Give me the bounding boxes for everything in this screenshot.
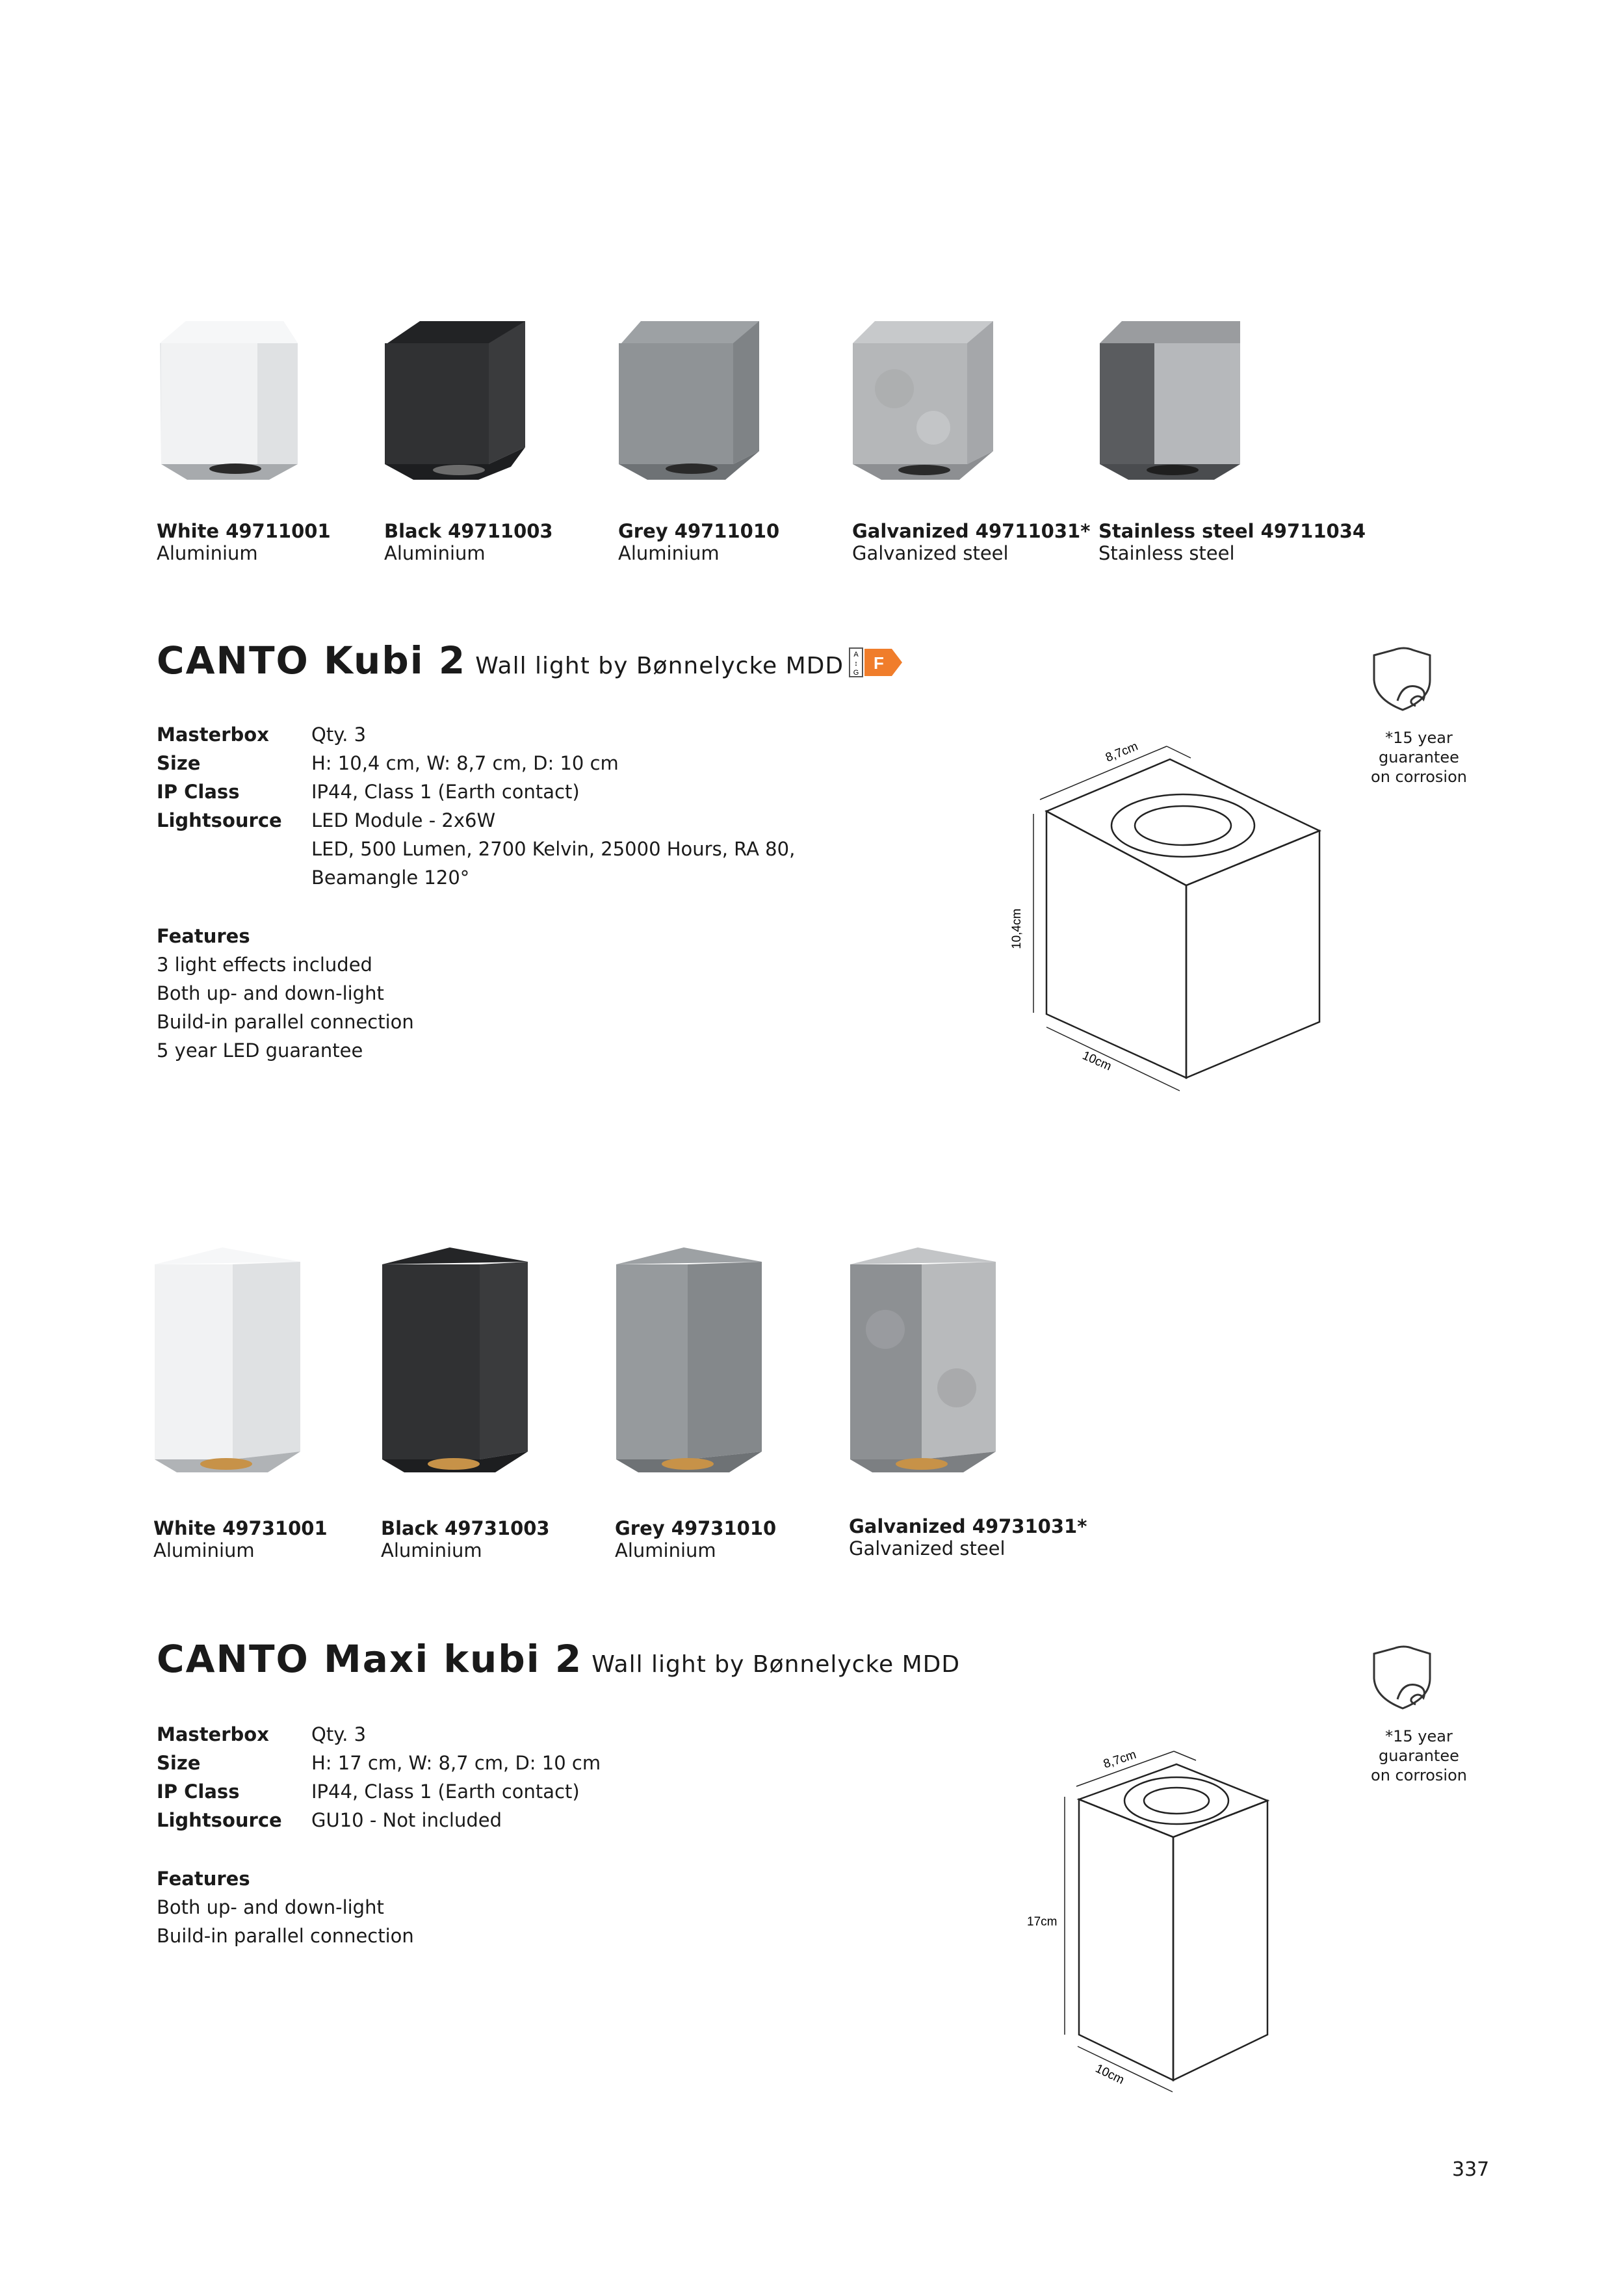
dimension-depth: 10cm	[1080, 1049, 1113, 1074]
variant-material: Stainless steel	[1098, 542, 1235, 564]
page-number: 337	[1452, 2158, 1490, 2181]
energy-scale-bottom: G	[853, 669, 859, 677]
variant-name: Galvanized 49731031*	[849, 1515, 1087, 1537]
feature-item: Build-in parallel connection	[157, 1011, 414, 1033]
features-list	[157, 1864, 414, 1950]
variant-name: Stainless steel 49711034	[1098, 520, 1366, 542]
energy-scale-mid: ↕	[854, 660, 858, 668]
variant-material: Galvanized steel	[849, 1537, 1006, 1559]
variant-material: Aluminium	[384, 542, 486, 564]
variant-black	[381, 1517, 550, 1561]
product-photo-galvanized-maxi	[846, 1245, 1002, 1479]
dimension-drawing	[1001, 735, 1352, 1099]
variant-material: Aluminium	[381, 1539, 482, 1561]
energy-scale-top: A	[853, 651, 859, 659]
variant-grey	[618, 520, 779, 564]
spec-label-size: Size	[157, 1752, 201, 1774]
variant-name: Black 49731003	[381, 1517, 550, 1539]
variant-material: Aluminium	[157, 542, 258, 564]
energy-label	[849, 647, 903, 680]
product-title	[157, 638, 844, 683]
spec-value-size: H: 17 cm, W: 8,7 cm, D: 10 cm	[311, 1752, 601, 1774]
spec-value-lightsource-line2: LED, 500 Lumen, 2700 Kelvin, 25000 Hours, RA 80,	[311, 838, 796, 860]
energy-class: F	[874, 653, 884, 673]
variant-galvanized	[849, 1515, 1087, 1559]
variant-white	[153, 1517, 328, 1561]
variant-material: Aluminium	[615, 1539, 716, 1561]
variant-name: Black 49711003	[384, 520, 553, 542]
feature-item: Both up- and down-light	[157, 982, 384, 1004]
spec-value-masterbox: Qty. 3	[311, 724, 367, 746]
variant-name: Grey 49711010	[618, 520, 780, 542]
features-heading: Features	[157, 925, 250, 947]
product-photo-white-maxi	[151, 1245, 307, 1479]
variant-grey	[615, 1517, 776, 1561]
shield-icon	[1364, 641, 1442, 712]
feature-item: Both up- and down-light	[157, 1896, 384, 1918]
guarantee-note	[1347, 728, 1490, 787]
dimension-width: 8,7cm	[1104, 739, 1140, 765]
variant-material: Aluminium	[153, 1539, 255, 1561]
variant-name: White 49711001	[157, 520, 331, 542]
product-title	[157, 1637, 960, 1681]
spec-label-masterbox: Masterbox	[157, 724, 269, 746]
feature-item: 5 year LED guarantee	[157, 1039, 363, 1062]
spec-value-ipclass: IP44, Class 1 (Earth contact)	[311, 781, 580, 803]
dimension-depth: 10cm	[1093, 2061, 1126, 2087]
spec-label-lightsource: Lightsource	[157, 809, 282, 831]
product-photo-grey-maxi	[612, 1245, 768, 1479]
shield-icon	[1364, 1639, 1442, 1711]
guarantee-line: on corrosion	[1371, 1766, 1467, 1784]
product-subtitle: Wall light by Bønnelycke MDD	[591, 1651, 961, 1678]
spec-value-lightsource-line3: Beamangle 120°	[311, 867, 470, 889]
spec-values	[311, 1720, 601, 1834]
dimension-height: 10,4cm	[1010, 908, 1024, 949]
features-list	[157, 922, 414, 1065]
dimension-drawing	[1014, 1729, 1300, 2100]
spec-value-lightsource: LED Module - 2x6W	[311, 809, 496, 831]
spec-labels	[157, 1720, 282, 1834]
features-heading: Features	[157, 1868, 250, 1890]
guarantee-line: *15 year guarantee	[1379, 729, 1459, 766]
spec-label-masterbox: Masterbox	[157, 1723, 269, 1745]
product-photo-black-maxi	[378, 1245, 534, 1479]
feature-item: 3 light effects included	[157, 954, 372, 976]
spec-label-size: Size	[157, 752, 201, 774]
dimension-width: 8,7cm	[1102, 1747, 1138, 1771]
spec-label-ipclass: IP Class	[157, 781, 240, 803]
dimension-height: 17cm	[1027, 1915, 1058, 1929]
guarantee-line: *15 year guarantee	[1379, 1727, 1459, 1765]
variant-material: Galvanized steel	[852, 542, 1009, 564]
spec-label-ipclass: IP Class	[157, 1781, 240, 1803]
guarantee-note	[1347, 1727, 1490, 1785]
feature-item: Build-in parallel connection	[157, 1925, 414, 1947]
product-photo-stainless	[1096, 317, 1252, 481]
variant-material: Aluminium	[618, 542, 720, 564]
variant-name: Grey 49731010	[615, 1517, 777, 1539]
spec-values	[311, 720, 795, 892]
product-title-text: CANTO Kubi 2	[157, 638, 467, 683]
variant-white	[157, 520, 331, 564]
variant-name: Galvanized 49711031*	[852, 520, 1091, 542]
spec-labels	[157, 720, 282, 835]
spec-value-lightsource: GU10 - Not included	[311, 1809, 502, 1831]
product-title-text: CANTO Maxi kubi 2	[157, 1637, 583, 1681]
spec-label-lightsource: Lightsource	[157, 1809, 282, 1831]
guarantee-line: on corrosion	[1371, 768, 1467, 786]
spec-value-size: H: 10,4 cm, W: 8,7 cm, D: 10 cm	[311, 752, 619, 774]
spec-value-ipclass: IP44, Class 1 (Earth contact)	[311, 1781, 580, 1803]
variant-stainless	[1098, 520, 1366, 564]
product-photo-white	[153, 317, 309, 481]
variant-name: White 49731001	[153, 1517, 328, 1539]
product-photo-grey	[615, 317, 771, 481]
product-subtitle: Wall light by Bønnelycke MDD	[475, 653, 844, 679]
variant-black	[384, 520, 553, 564]
product-photo-black	[381, 317, 537, 481]
variant-galvanized	[852, 520, 1090, 564]
spec-value-masterbox: Qty. 3	[311, 1723, 367, 1745]
energy-label-graphic	[849, 647, 903, 677]
product-photo-galvanized	[849, 317, 1005, 481]
